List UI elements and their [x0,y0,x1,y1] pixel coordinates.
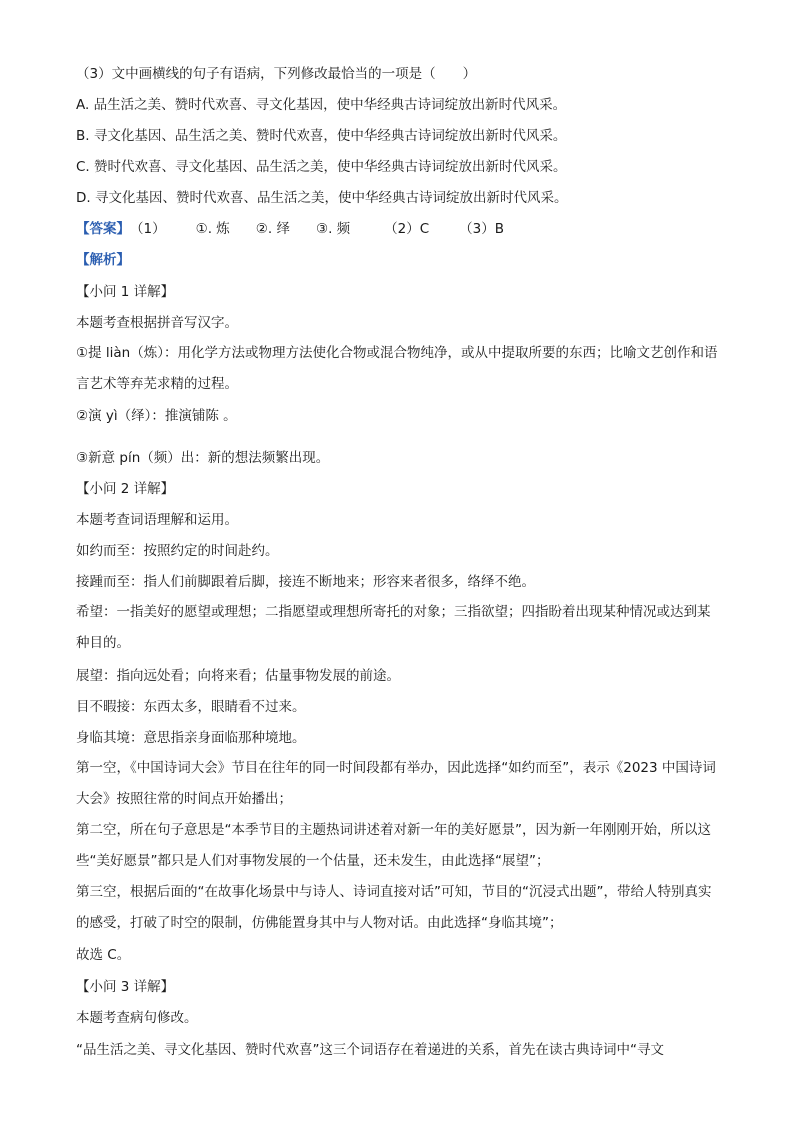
question-stem: （3）文中画横线的句子有语病，下列修改最恰当的一项是（ ） [76,66,477,82]
option-b: B. 寻文化基因、品生活之美、赞时代欢喜，使中华经典古诗词绽放出新时代风采。 [76,128,567,144]
answer-part1: （1） [130,221,166,237]
sub2-def-4: 展望：指向远处看；向将来看；估量事物发展的前途。 [76,668,400,684]
answer-row [76,221,720,237]
sub2-def-5: 目不暇接：东西太多，眼睛看不过来。 [76,699,306,715]
option-a: A. 品生活之美、赞时代欢喜、寻文化基因，使中华经典古诗词绽放出新时代风采。 [76,97,567,113]
answer-part3: （3）B [459,221,505,237]
sub2-blank-2: 第二空，所在句子意思是“本季节目的主题热词讲述着对新一年的美好愿景”，因为新一年刚刚开始，所以这些“美好愿景”都只是人们对事物发展的一个估量，还未发生，由此选择“展望”； [76,822,711,869]
sub2-def-6: 身临其境：意思指亲身面临那种境地。 [76,730,306,746]
sub1-item-1: ①提 liàn（炼）：用化学方法或物理方法使化合物或混合物纯净，或从中提取所要的东西；比喻文艺创作和语言艺术等弃芜求精的过程。 [76,345,718,392]
answer-item-2: ②. 绎 [255,221,290,237]
sub2-def-2: 接踵而至：指人们前脚跟着后脚，接连不断地来；形容来者很多，络绎不绝。 [76,574,535,590]
answer-item-1: ①. 炼 [195,221,230,237]
option-c: C. 赞时代欢喜、寻文化基因、品生活之美，使中华经典古诗词绽放出新时代风采。 [76,159,567,175]
sub1-item-3: ③新意 pín（频）出：新的想法频繁出现。 [76,450,330,466]
sub2-blank-3: 第三空，根据后面的“在故事化场景中与诗人、诗词直接对话”可知，节目的“沉浸式出题”，带给人特别真实的感受，打破了时空的限制，仿佛能置身其中与人物对话。由此选择“身临其境”； [76,884,712,931]
sub1-heading: 【小问 1 详解】 [76,284,175,300]
sub3-heading: 【小问 3 详解】 [76,979,175,995]
sub2-intro: 本题考查词语理解和运用。 [76,512,238,528]
sub3-text: “品生活之美、寻文化基因、赞时代欢喜”这三个词语存在着递进的关系，首先在读古典诗词中“寻文 [76,1042,664,1058]
answer-item-3: ③. 频 [315,221,351,237]
sub3-intro: 本题考查病句修改。 [76,1010,198,1026]
analysis-label: 【解析】 [76,252,130,268]
sub2-def-1: 如约而至：按照约定的时间赴约。 [76,543,279,559]
sub1-item-2: ②演 yì（绎）：推演铺陈 。 [76,408,237,424]
sub2-heading: 【小问 2 详解】 [76,481,175,497]
answer-label: 【答案】 [76,221,130,237]
sub2-conclusion: 故选 C。 [76,947,131,963]
option-d: D. 寻文化基因、赞时代欢喜、品生活之美，使中华经典古诗词绽放出新时代风采。 [76,190,568,206]
sub2-def-3: 希望：一指美好的愿望或理想；二指愿望或理想所寄托的对象；三指欲望；四指盼着出现某种情况或达到某种目的。 [76,604,711,651]
answer-part2: （2）C [384,221,430,237]
sub1-intro: 本题考查根据拼音写汉字。 [76,315,238,331]
sub2-blank-1: 第一空，《中国诗词大会》节目在往年的同一时间段都有举办，因此选择“如约而至”，表示《2023 中国诗词大会》按照往常的时间点开始播出； [76,760,716,807]
